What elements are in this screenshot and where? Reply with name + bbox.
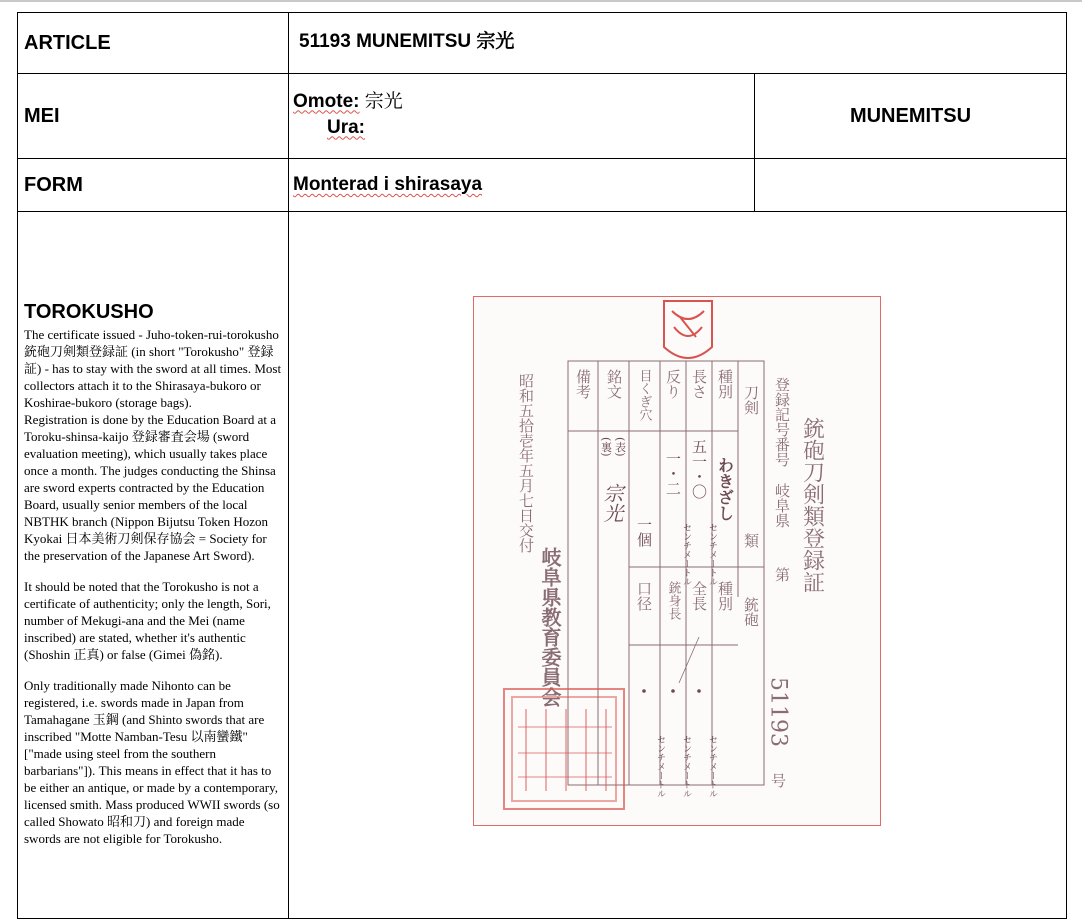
cert-issuer: 岐阜県教育委員会 xyxy=(538,547,562,707)
article-label: ARTICLE xyxy=(18,13,289,74)
cert-value-sori: 一・二 xyxy=(664,451,682,496)
omote-line xyxy=(293,86,754,113)
cert-value-mei-ura: (裏) xyxy=(599,437,613,457)
cert-header-length: 長さ xyxy=(690,369,708,399)
top-rule xyxy=(0,0,1082,2)
ura-line xyxy=(293,117,754,139)
torokusho-title: TOROKUSHO xyxy=(24,301,154,323)
cert-ruien: 類 xyxy=(742,533,760,548)
cert-go: 号 xyxy=(769,773,787,788)
cert-number: 51193 xyxy=(765,677,791,747)
form-value xyxy=(289,159,755,212)
torokusho-cell xyxy=(18,212,289,919)
cert-date: 昭和五拾壱年五月七日交付 xyxy=(517,373,535,553)
torokusho-certificate-image xyxy=(473,296,881,826)
torokusho-paragraph-4: Only traditionally made Nihonto can be registered, i.e. swords made in Japan from Tamahagane 玉鋼 (and Shinto swords that are inscribed "Motte Namban-Tesu 以南蠻鐵" ["made using steel from the southern barbarians"]). This means in effect that it has to be either an antique, or made by a contemporary, licensed smith. Mass produced WWII swords (so called Showato 昭和刀) and foreign made swords are not eligible for Torokusho. xyxy=(24,678,280,846)
cert-value-mei-text: 宗光 xyxy=(600,483,624,523)
cert-header-kind: 種別 xyxy=(716,369,734,399)
cert-col-total: 全長 xyxy=(690,581,708,611)
certificate-cell xyxy=(289,212,1067,919)
cert-value-length: 五一・〇 xyxy=(690,439,708,499)
torokusho-paragraph-3: It should be noted that the Torokusho is not a certificate of authenticity; only the length, Sori, number of Mekugi-ana and the Mei (name inscribed) are stated, whether it's authentic (Shoshin 正真) or false (Gimei 偽銘). xyxy=(24,579,271,662)
mei-label: MEI xyxy=(18,74,289,159)
torokusho-paragraph-2: Registration is done by the Education Board at a Toroku-shinsa-kaijo 登録審査会場 (sword evaluation meeting), which usually takes place once a month. The judges conducting the Shinsa are sword experts contracted by the Education Board, usually senior members of the local NBTHK branch (Nippon Bijutsu Token Hozon Kyokai 日本美術刀剣保存協会 = Society for the preservation of the Japanese Art Sword). xyxy=(24,412,276,563)
form-value-text: Monterad i shirasaya xyxy=(293,174,483,195)
smith-name: MUNEMITSU xyxy=(755,74,1067,159)
cert-header-mekugi: 目くぎ穴 xyxy=(636,369,652,421)
cert-header-token: 刀剣 xyxy=(742,385,760,415)
form-label: FORM xyxy=(18,159,289,212)
article-value xyxy=(289,13,1067,74)
cert-registry-label: 登録記号番号 xyxy=(773,377,791,467)
torokusho-row xyxy=(18,212,1067,919)
omote-value: 宗光 xyxy=(359,90,403,112)
article-row xyxy=(18,13,1067,74)
cert-unit-total: センチメートル xyxy=(707,735,717,798)
cert-unit-length: センチメートル xyxy=(707,523,717,586)
certificate-drawing xyxy=(474,297,880,825)
cert-header-sori: 反り xyxy=(664,369,682,399)
certificate-grid xyxy=(568,361,764,785)
cert-header-juho: 銃砲 xyxy=(742,597,760,627)
cert-unit-barrel: センチメートル xyxy=(681,735,691,798)
cert-col-kind: 種別 xyxy=(716,581,734,611)
mei-inscription xyxy=(289,74,755,159)
issuer-seal xyxy=(504,689,624,809)
cert-dai: 第 xyxy=(773,567,791,582)
torokusho-text xyxy=(24,326,284,847)
cert-value-mekugi: 一個 xyxy=(635,517,653,547)
cert-unit-bore: センチメートル xyxy=(655,735,665,798)
top-seal xyxy=(664,301,712,358)
cert-value-kind: わきざし xyxy=(715,457,735,521)
cert-header-mei: 銘文 xyxy=(605,369,623,399)
torokusho-paragraph-1: The certificate issued - Juho-token-rui-torokusho 銃砲刀剣類登録証 (in short "Torokusho" 登録証) - has to stay with the sword at all times. Most collectors attach it to the Shirasaya-bukoro or Koshirae-bukoro (storage bags). xyxy=(24,327,282,410)
form-empty-cell xyxy=(755,159,1067,212)
sword-description-table xyxy=(17,12,1067,919)
form-row xyxy=(18,159,1067,212)
omote-label: Omote: xyxy=(293,90,360,112)
article-value-text: 51193 MUNEMITSU 宗光 xyxy=(299,30,515,52)
cert-title: 銃砲刀剣類登録証 xyxy=(799,417,825,593)
cert-header-biko: 備考 xyxy=(574,369,592,399)
cert-empty-dots xyxy=(642,689,701,693)
cert-slash xyxy=(679,637,699,683)
cert-unit-sori: センチメートル xyxy=(681,523,691,586)
ura-label: Ura: xyxy=(327,116,366,138)
cert-col-barrel: 銃身長 xyxy=(665,581,681,620)
cert-col-bore: 口径 xyxy=(635,581,653,611)
cert-value-mei-omote: (表) xyxy=(613,437,627,457)
cert-prefecture: 岐阜県 xyxy=(773,483,791,528)
mei-row xyxy=(18,74,1067,159)
